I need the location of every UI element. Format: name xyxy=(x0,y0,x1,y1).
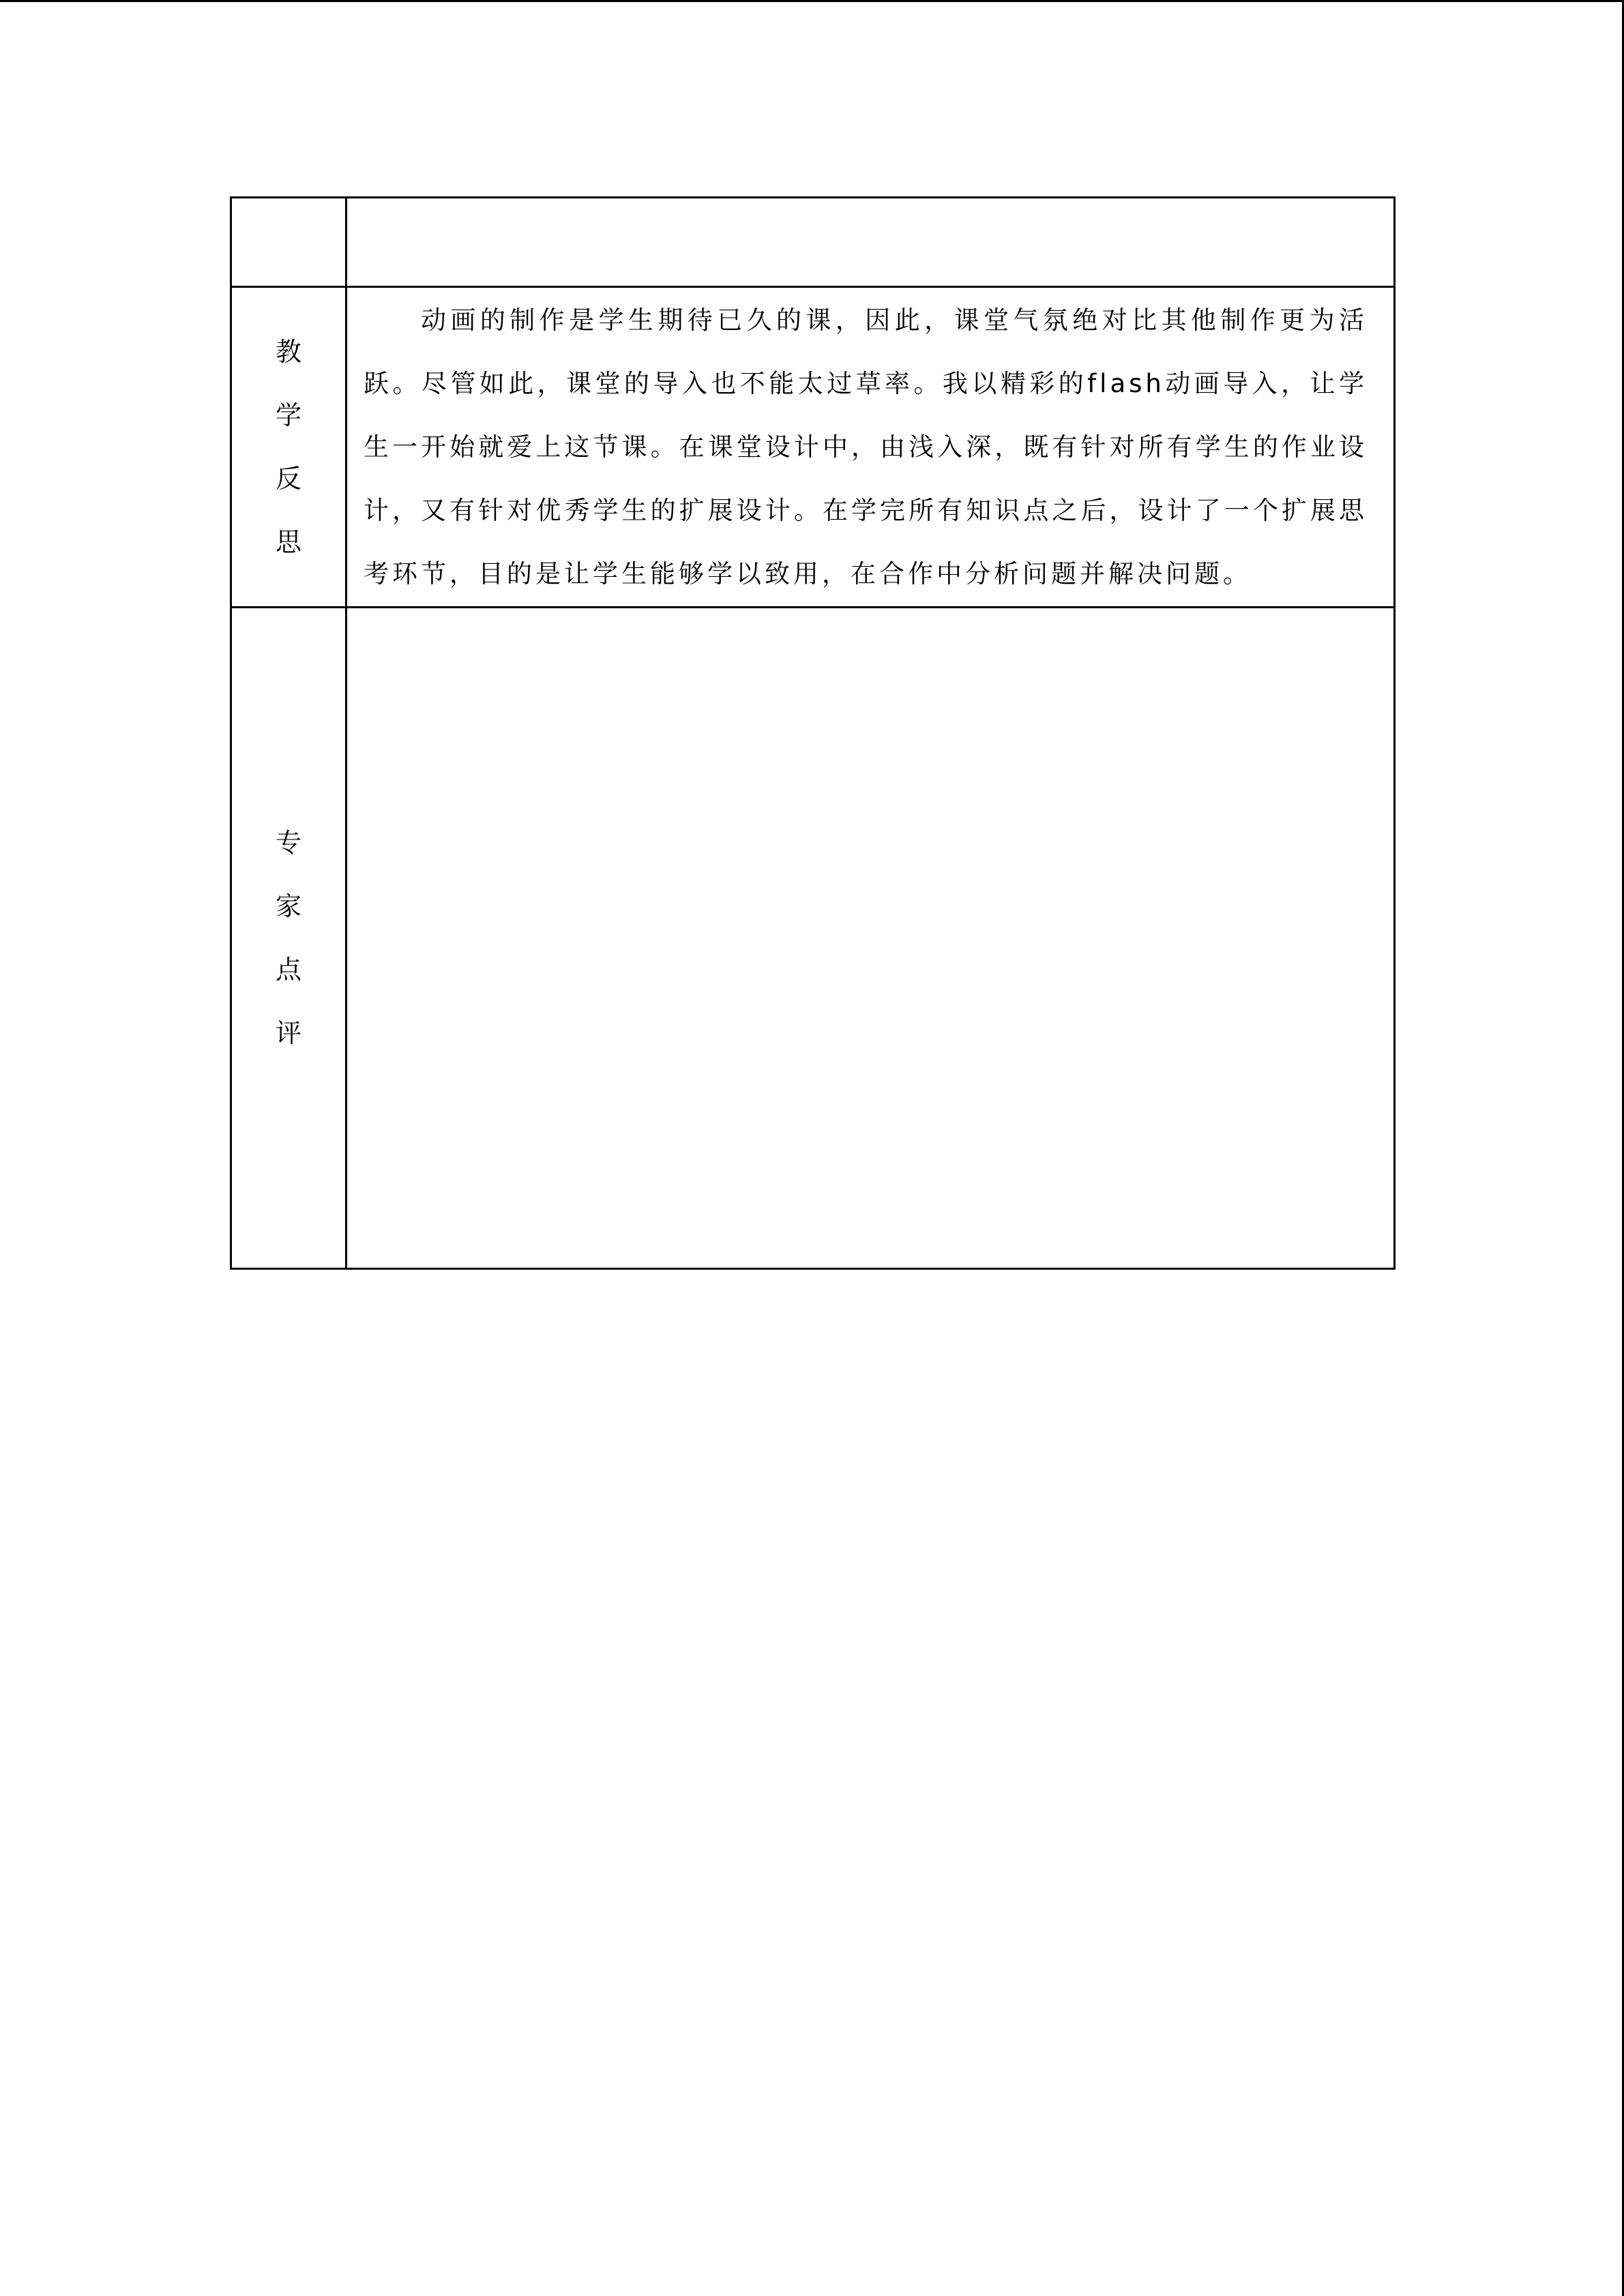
expert-review-content-cell xyxy=(346,608,1395,1269)
expert-review-label xyxy=(232,811,345,1065)
label-char: 评 xyxy=(275,1017,301,1048)
teaching-reflection-content-cell xyxy=(346,287,1395,608)
label-char: 教 xyxy=(275,336,301,367)
label-char: 反 xyxy=(275,463,301,494)
table-row-teaching-reflection xyxy=(231,287,1395,608)
teaching-reflection-label xyxy=(232,320,345,574)
table-row-blank xyxy=(231,198,1395,287)
teaching-reflection-label-cell xyxy=(231,287,346,608)
page-top-border xyxy=(0,0,1624,2)
label-char: 点 xyxy=(275,954,301,985)
label-char: 思 xyxy=(275,526,301,557)
expert-review-label-cell xyxy=(231,608,346,1269)
label-char: 学 xyxy=(275,400,301,430)
label-char: 家 xyxy=(275,891,301,921)
lesson-record-table xyxy=(230,196,1396,1270)
blank-label-cell xyxy=(231,198,346,287)
blank-content-cell xyxy=(346,198,1395,287)
label-char: 专 xyxy=(275,827,301,858)
table-row-expert-review xyxy=(231,608,1395,1269)
teaching-reflection-text: 动画的制作是学生期待已久的课，因此，课堂气氛绝对比其他制作更为活跃。尽管如此，课堂的导入也不能太过草率。我以精彩的flash动画导入，让学生一开始就爱上这节课。在课堂设计中，由浅入深，既有针对所有学生的作业设计，又有针对优秀学生的扩展设计。在学完所有知识点之后，设计了一个扩展思考环节，目的是让学生能够学以致用，在合作中分析问题并解决问题。 xyxy=(364,305,1368,588)
